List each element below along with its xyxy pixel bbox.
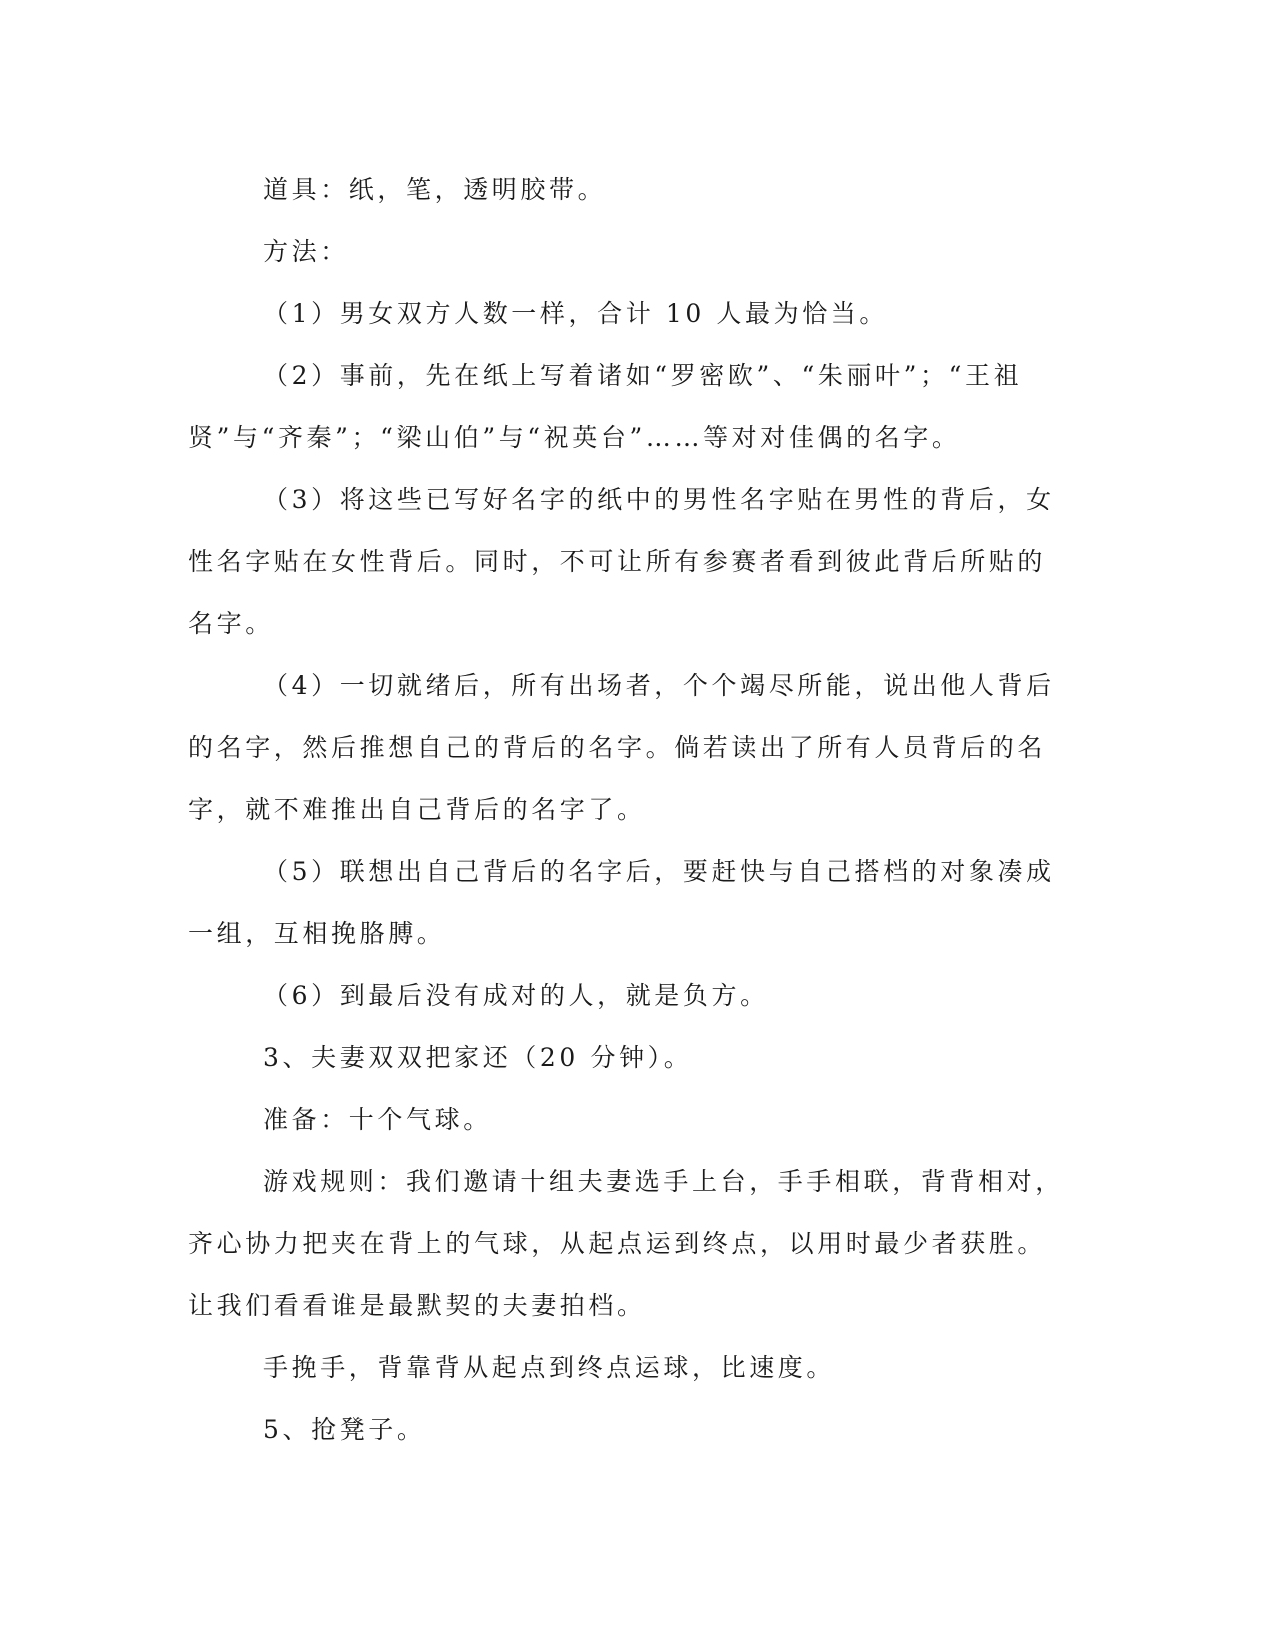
paragraph-step-3: （3）将这些已写好名字的纸中的男性名字贴在男性的背后，女性名字贴在女性背后。同时，不可让所有参赛者看到彼此背后所贴的名字。 (188, 485, 1055, 638)
paragraph-game-3-heading: 3、夫妻双双把家还（20 分钟）。 (263, 1043, 693, 1072)
paragraph-step-1: （1）男女双方人数一样，合计 10 人最为恰当。 (263, 299, 889, 328)
paragraph-preparation: 准备：十个气球。 (263, 1105, 492, 1134)
paragraph-step-5: （5）联想出自己背后的名字后，要赶快与自己搭档的对象凑成一组，互相挽胳膊。 (188, 857, 1055, 948)
paragraph-props: 道具：纸，笔，透明胶带。 (263, 175, 607, 204)
paragraph-method-heading: 方法： (263, 237, 349, 266)
paragraph-game-rules: 游戏规则：我们邀请十组夫妻选手上台，手手相联，背背相对，齐心协力把夹在背上的气球，从起点运到终点，以用时最少者获胜。让我们看看谁是最默契的夫妻拍档。 (188, 1167, 1064, 1320)
paragraph-step-2: （2）事前，先在纸上写着诸如“罗密欧”、“朱丽叶”；“王祖贤”与“齐秦”；“梁山伯”与“祝英台”……等对对佳偶的名字。 (188, 361, 1023, 452)
paragraph-game-summary: 手挽手，背靠背从起点到终点运球，比速度。 (263, 1353, 836, 1382)
document-body (188, 159, 1068, 1461)
paragraph-game-5-heading: 5、抢凳子。 (263, 1415, 426, 1444)
paragraph-step-6: （6）到最后没有成对的人，就是负方。 (263, 981, 769, 1010)
paragraph-step-4: （4）一切就绪后，所有出场者，个个竭尽所能，说出他人背后的名字，然后推想自己的背后的名字。倘若读出了所有人员背后的名字，就不难推出自己背后的名字了。 (188, 671, 1055, 824)
